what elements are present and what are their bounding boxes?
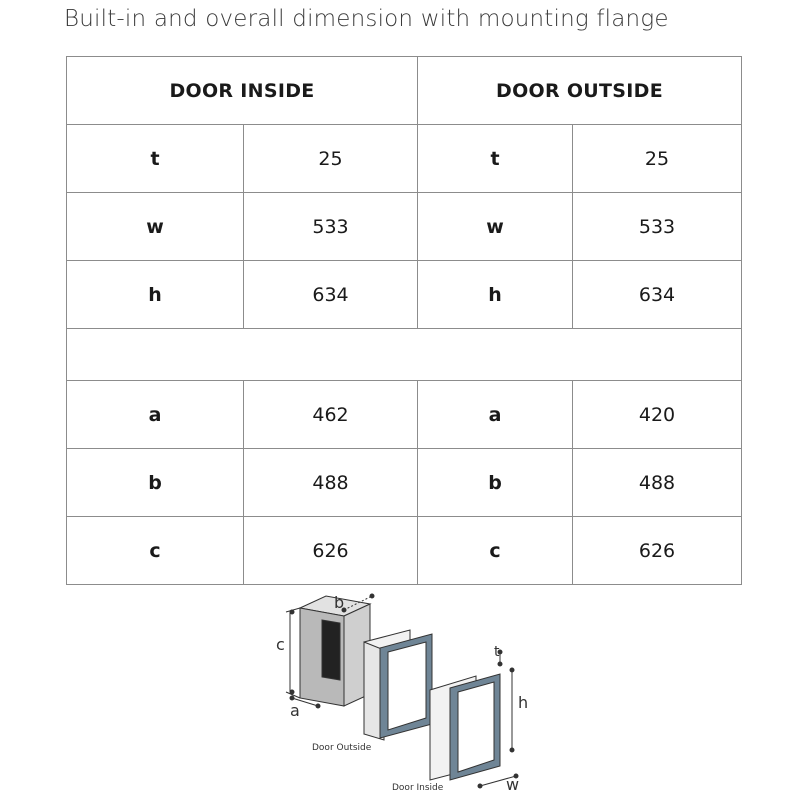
inside-key: h bbox=[67, 261, 244, 329]
label-c: c bbox=[276, 635, 285, 654]
inside-key: b bbox=[67, 449, 244, 517]
outside-key: w bbox=[418, 193, 573, 261]
label-door-outside: Door Outside bbox=[312, 743, 372, 753]
table-row bbox=[67, 261, 742, 329]
label-h: h bbox=[518, 693, 529, 712]
header-door-inside: DOOR INSIDE bbox=[67, 57, 418, 125]
label-a: a bbox=[290, 701, 300, 720]
inside-value: 462 bbox=[244, 381, 418, 449]
outside-key: b bbox=[418, 449, 573, 517]
outside-value: 533 bbox=[573, 193, 742, 261]
outside-value: 634 bbox=[573, 261, 742, 329]
door-inside-unit bbox=[430, 674, 500, 780]
inside-key: t bbox=[67, 125, 244, 193]
label-door-inside: Door Inside bbox=[392, 783, 444, 793]
inside-key: w bbox=[67, 193, 244, 261]
inside-value: 626 bbox=[244, 517, 418, 585]
inside-key: c bbox=[67, 517, 244, 585]
door-outside-unit bbox=[364, 630, 432, 740]
outside-key: a bbox=[418, 381, 573, 449]
inside-key: a bbox=[67, 381, 244, 449]
outside-key: h bbox=[418, 261, 573, 329]
header-door-outside: DOOR OUTSIDE bbox=[418, 57, 742, 125]
outside-value: 25 bbox=[573, 125, 742, 193]
outside-value: 626 bbox=[573, 517, 742, 585]
page-title: Built-in and overall dimension with mounting flange bbox=[64, 6, 669, 32]
table-row bbox=[67, 125, 742, 193]
dimension-diagram bbox=[0, 590, 800, 800]
table-row bbox=[67, 517, 742, 585]
label-t: t bbox=[494, 644, 500, 660]
outside-key: c bbox=[418, 517, 573, 585]
dimension-table bbox=[66, 56, 742, 585]
cabinet-cutout bbox=[300, 596, 370, 706]
table-row bbox=[67, 381, 742, 449]
table-spacer-row bbox=[67, 329, 742, 381]
outside-key: t bbox=[418, 125, 573, 193]
spacer-cell bbox=[67, 329, 742, 381]
label-b: b bbox=[334, 593, 345, 612]
inside-value: 25 bbox=[244, 125, 418, 193]
outside-value: 488 bbox=[573, 449, 742, 517]
outside-value: 420 bbox=[573, 381, 742, 449]
label-w: w bbox=[506, 775, 520, 794]
inside-value: 488 bbox=[244, 449, 418, 517]
table-header-row bbox=[67, 57, 742, 125]
table-row bbox=[67, 449, 742, 517]
inside-value: 533 bbox=[244, 193, 418, 261]
table-row bbox=[67, 193, 742, 261]
inside-value: 634 bbox=[244, 261, 418, 329]
